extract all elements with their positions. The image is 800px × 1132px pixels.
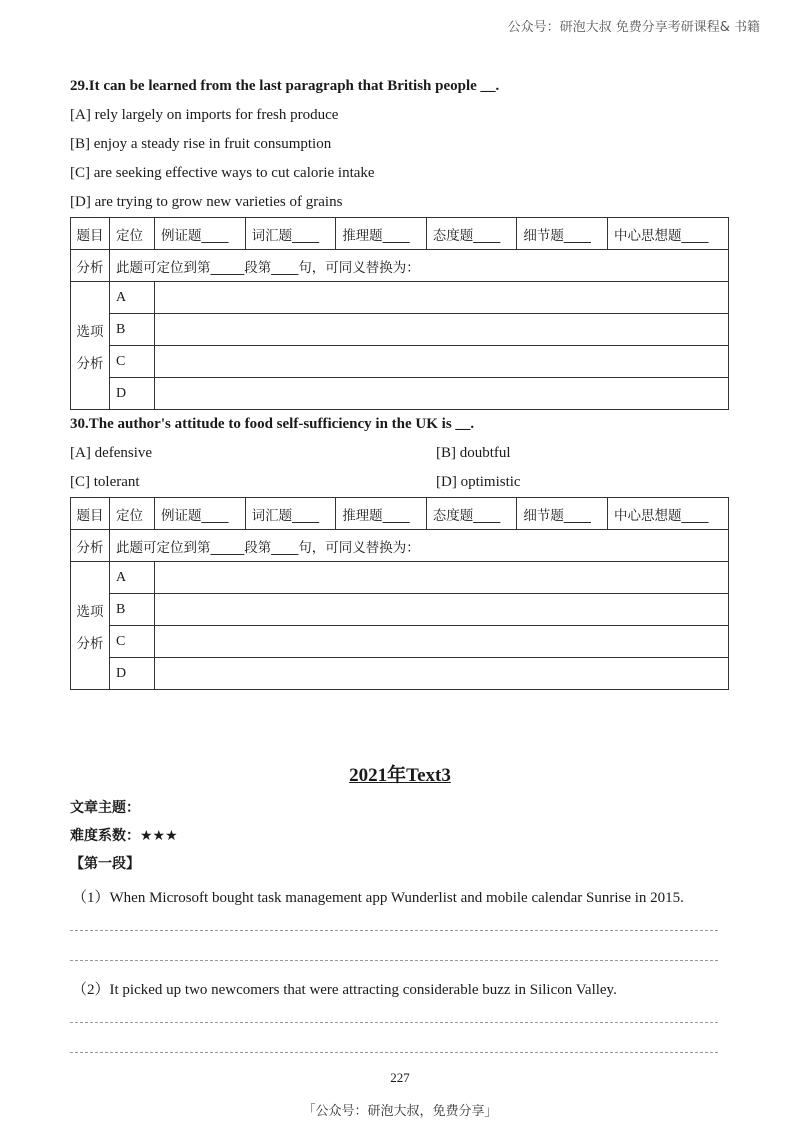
footer-note: 「公众号：研泡大叔，免费分享」 [302,1104,498,1119]
option-d-answer-cell [155,658,729,690]
q30-option-b: [B] doubtful [436,445,511,461]
type-inference: 推理题____ [336,498,427,530]
q30-analysis-table [70,497,729,690]
q29-option-b: [B] enjoy a steady rise in fruit consumption [70,136,332,152]
option-a-answer-cell [155,562,729,594]
type-example: 例证题____ [155,218,246,250]
paragraph-label: 【第一段】 [70,856,140,872]
label-option-analysis [71,562,110,690]
option-letter-d: D [110,658,155,690]
q29-option-a: [A] rely largely on imports for fresh produce [70,107,339,123]
label-topic: 题目 [71,498,110,530]
option-b-answer-cell [155,314,729,346]
q29-option-d: [D] are trying to grow new varieties of grains [70,194,343,210]
answer-line [70,960,718,961]
label-analysis: 分析 [71,530,110,562]
type-detail: 细节题____ [517,218,608,250]
label-option: 选项 [76,603,104,620]
article-theme-label: 文章主题： [70,800,140,816]
type-locate: 定位 [110,498,155,530]
type-example: 例证题____ [155,498,246,530]
q29-option-c: [C] are seeking effective ways to cut calorie intake [70,165,375,181]
option-letter-a: A [110,282,155,314]
option-letter-c: C [110,346,155,378]
type-attitude: 态度题____ [426,498,517,530]
q30-option-d: [D] optimistic [436,474,521,490]
locate-text: 此题可定位到第_____段第____句，可同义替换为： [110,250,729,282]
label-option-analysis-text: 分析 [76,355,104,372]
answer-line [70,1022,718,1023]
option-c-answer-cell [155,626,729,658]
sentence-1: （1）When Microsoft bought task management app Wunderlist and mobile calendar Sunrise in 2015. [72,890,684,906]
difficulty-label: 难度系数：★★★ [70,828,178,844]
option-letter-b: B [110,314,155,346]
q29-analysis-table [70,217,729,410]
sentence-2: （2）It picked up two newcomers that were attracting considerable buzz in Silicon Valley. [72,982,617,998]
q30-option-c: [C] tolerant [70,474,140,490]
option-letter-a: A [110,562,155,594]
section-title: 2021年Text3 [349,765,451,786]
label-analysis: 分析 [71,250,110,282]
option-letter-b: B [110,594,155,626]
type-main-idea: 中心思想题____ [607,498,728,530]
type-attitude: 态度题____ [426,218,517,250]
type-main-idea: 中心思想题____ [607,218,728,250]
label-option-analysis-text: 分析 [76,635,104,652]
option-b-answer-cell [155,594,729,626]
type-inference: 推理题____ [336,218,427,250]
question-29-stem: 29.It can be learned from the last paragraph that British people __. [70,78,500,94]
option-d-answer-cell [155,378,729,410]
type-vocab: 词汇题____ [245,498,336,530]
option-c-answer-cell [155,346,729,378]
locate-text: 此题可定位到第_____段第____句，可同义替换为： [110,530,729,562]
label-topic: 题目 [71,218,110,250]
type-detail: 细节题____ [517,498,608,530]
label-option-analysis [71,282,110,410]
type-vocab: 词汇题____ [245,218,336,250]
option-letter-c: C [110,626,155,658]
type-locate: 定位 [110,218,155,250]
page-number: 227 [390,1070,410,1085]
question-30-stem: 30.The author's attitude to food self-sufficiency in the UK is __. [70,416,475,432]
answer-line [70,930,718,931]
option-a-answer-cell [155,282,729,314]
label-option: 选项 [76,323,104,340]
answer-line [70,1052,718,1053]
q30-option-a: [A] defensive [70,445,153,461]
option-letter-d: D [110,378,155,410]
header-note: 公众号：研泡大叔 免费分享考研课程& 书籍 [507,20,760,35]
